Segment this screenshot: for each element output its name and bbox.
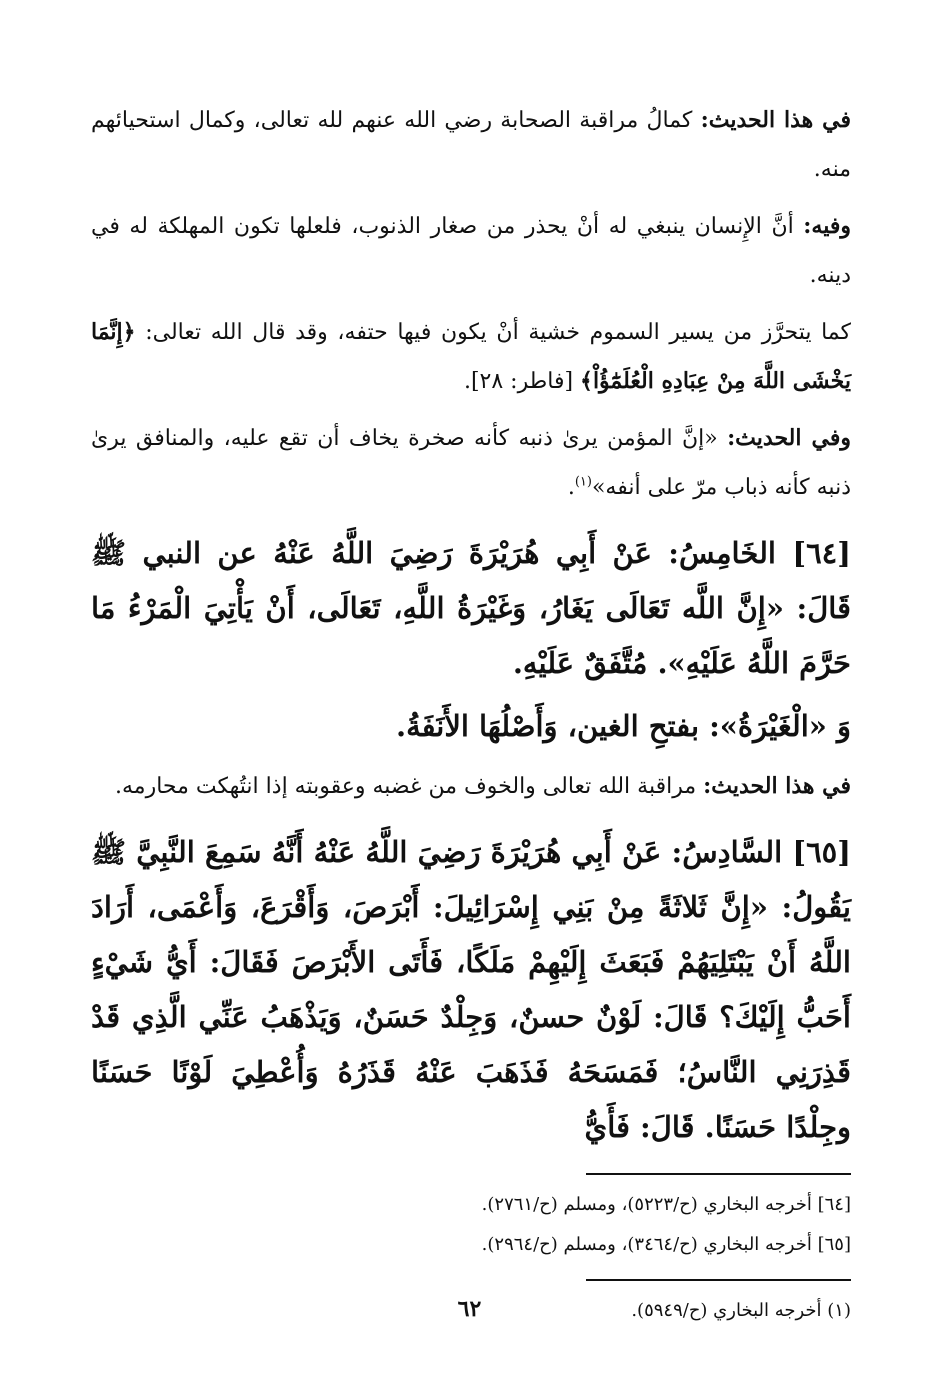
paragraph-end: .: [567, 475, 575, 500]
paragraph-commentary-2: [91, 202, 851, 300]
footnote-marker: (١): [574, 474, 592, 490]
paragraph-lead: وفيه:: [803, 213, 851, 239]
footnote-65: [٦٥] أخرجه البخاري (ح/٣٤٦٤)، ومسلم (ح/٢٩٦٤).: [481, 1234, 851, 1255]
paragraph-text: كمالُ مراقبة الصحابة رضي الله عنهم لله تعالى، وكمال استحيائهم منه.: [91, 108, 851, 182]
footnote-divider-2: [586, 1279, 851, 1281]
paragraph-text: أنَّ الإِنسان ينبغي له أنْ يحذر من صغار الذنوب، فلعلها تكون المهلكة له في دينه.: [91, 214, 851, 288]
paragraph-commentary-4: [91, 414, 851, 512]
quran-verse: ﴿إِنَّمَا يَخْشَى اللَّهَ مِنْ عِبَادِهِ الْعُلَمَٰٓؤُاْ﴾: [91, 319, 851, 394]
spacer: [91, 1163, 851, 1173]
page-body: [91, 96, 851, 1333]
paragraph-commentary-3: [91, 308, 851, 406]
paragraph-lead: في هذا الحديث:: [703, 773, 851, 799]
paragraph-lead: في هذا الحديث:: [700, 107, 851, 133]
paragraph-text: «إنَّ المؤمن يرىٰ ذنبه كأنه صخرة يخاف أن تقع عليه، والمنافق يرىٰ ذنبه كأنه ذباب مرّ على أنفه»: [91, 426, 851, 500]
footnote-64: [٦٤] أخرجه البخاري (ح/٥٢٢٣)، ومسلم (ح/٢٧٦١).: [481, 1194, 851, 1215]
verse-reference: [فاطر: ٢٨].: [463, 369, 581, 394]
page-number: ٦٢: [457, 1296, 482, 1322]
hadith-64: [٦٤] الخَامِسُ: عَنْ أَبِي هُرَيْرَةَ رَضِيَ اللَّهُ عَنْهُ عن النبي ﷺ قَالَ: «إِنَّ اللَّه تَعَالَى يَغَارُ، وَغَيْرَةُ اللَّهِ، تَعَالَى، أَنْ يَأْتِيَ الْمَرْءُ مَا حَرَّمَ اللَّهُ عَلَيْهِ». مُتَّفَقٌ عَلَيْهِ.: [91, 536, 851, 680]
hadith-65: [٦٥] السَّادِسُ: عَنْ أَبِي هُرَيْرَةَ رَضِيَ اللَّهُ عَنْهُ أَنَّهُ سَمِعَ النَّبِيَّ ﷺ يَقُولُ: «إِنَّ ثَلاثَةً مِنْ بَنِي إِسْرَائِيلَ: أَبْرَصَ، وَأَقْرَعَ، وَأَعْمَى، أَرَادَ اللَّهُ أَنْ يَبْتَلِيَهُمْ فَبَعَثَ إِلَيْهِمْ مَلَكًا، فَأَتَى الأَبْرَصَ فَقَالَ: أَيُّ شَيْءٍ أَحَبُّ إِلَيْكَ؟ قَالَ: لَوْنٌ حسنٌ، وَجِلْدٌ حَسَنٌ، وَيَذْهَبُ عَنِّي الَّذِي قَدْ قَذِرَنِي النَّاسُ؛ فَمَسَحَهُ فَذَهَبَ عَنْهُ قَذَرُهُ وَأُعْطِيَ لَوْنًا حَسَنًا وجِلْدًا حَسَنًا. قَالَ: فَأَيُّ: [91, 835, 851, 1144]
hadith-64-gloss: وَ «الْغَيْرَةُ»: بفتحِ الغين، وَأَصْلُهَا الأَنَفَةُ.: [395, 709, 851, 743]
paragraph-text: مراقبة الله تعالى والخوف من غضبه وعقوبته إذا انتُهكت محارمه.: [115, 774, 704, 799]
paragraph-text: كما يتحرَّز من يسير السموم خشية أنْ يكون فيها حتفه، وقد قال الله تعالى:: [135, 320, 851, 345]
paragraph-lead: وفي الحديث:: [727, 425, 851, 451]
paragraph-commentary-5: [91, 762, 851, 811]
footnote-divider: [586, 1173, 851, 1175]
footnote-1: (١) أخرجه البخاري (ح/٥٩٤٩).: [631, 1300, 851, 1321]
paragraph-commentary-1: [91, 96, 851, 194]
